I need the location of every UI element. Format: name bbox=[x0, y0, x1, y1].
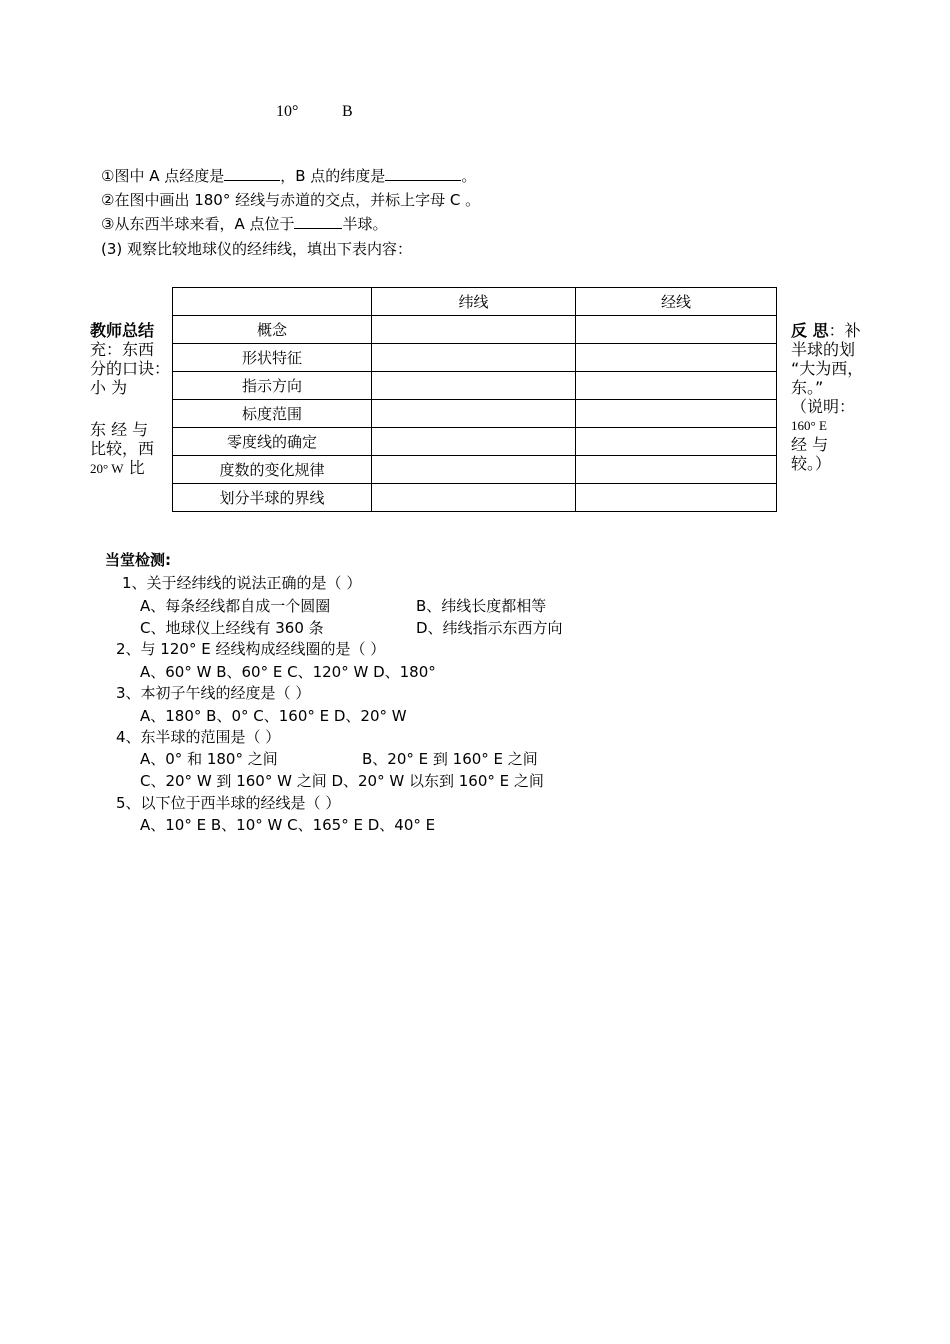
left-note-line-1: 教师总结 bbox=[90, 321, 155, 340]
table-cell[interactable] bbox=[576, 400, 777, 428]
right-note-line-5: （说明： bbox=[791, 397, 856, 416]
table-row-label: 零度线的确定 bbox=[173, 428, 372, 456]
top-degree-label: 10° bbox=[276, 103, 299, 120]
quiz-option-4b[interactable]: B、20° E 到 160° E 之间 bbox=[362, 750, 538, 768]
question-1-text-c: 。 bbox=[461, 167, 477, 185]
right-note-line-3: “大为西， bbox=[791, 359, 864, 378]
top-letter-label: B bbox=[342, 103, 353, 120]
quiz-question-4: 4、东半球的范围是（ ） bbox=[116, 728, 281, 746]
right-note-line-1b: ：补 bbox=[828, 321, 861, 340]
table-cell[interactable] bbox=[576, 484, 777, 512]
quiz-question-5: 5、以下位于西半球的经线是（ ） bbox=[116, 794, 341, 812]
table-cell[interactable] bbox=[372, 316, 576, 344]
table-row-label: 标度范围 bbox=[173, 400, 372, 428]
table-row bbox=[173, 372, 777, 400]
question-1-text-b: ，B 点的纬度是 bbox=[280, 167, 386, 185]
left-note-line-3: 分的口诀： bbox=[90, 359, 171, 378]
right-note-line-4: 东。” bbox=[791, 378, 824, 397]
quiz-option-1c[interactable]: C、地球仪上经线有 360 条 bbox=[140, 619, 324, 637]
question-1 bbox=[101, 165, 476, 186]
right-note-line-6: 160° E bbox=[791, 418, 827, 433]
left-note-line-4: 小 为 bbox=[90, 378, 128, 397]
quiz-option-1d[interactable]: D、纬线指示东西方向 bbox=[416, 619, 563, 637]
table-row-label: 度数的变化规律 bbox=[173, 456, 372, 484]
table-row bbox=[173, 400, 777, 428]
table-cell[interactable] bbox=[372, 484, 576, 512]
table-row bbox=[173, 316, 777, 344]
table-cell[interactable] bbox=[576, 372, 777, 400]
table-cell[interactable] bbox=[372, 400, 576, 428]
left-note-line-7a: 20° W bbox=[90, 461, 124, 476]
table-cell[interactable] bbox=[576, 316, 777, 344]
quiz-title: 当堂检测: bbox=[105, 551, 171, 569]
quiz-options-3[interactable]: A、180° B、0° C、160° E D、20° W bbox=[140, 707, 407, 725]
question-3-text-b: 半球。 bbox=[342, 215, 388, 233]
table-row bbox=[173, 344, 777, 372]
table-cell[interactable] bbox=[576, 456, 777, 484]
answer-blank-b-latitude[interactable] bbox=[385, 179, 461, 181]
table-row bbox=[173, 484, 777, 512]
table-row bbox=[173, 456, 777, 484]
left-note-line-5: 东 经 与 bbox=[90, 420, 149, 439]
table-row bbox=[173, 428, 777, 456]
quiz-option-1b[interactable]: B、纬线长度都相等 bbox=[416, 597, 547, 615]
quiz-options-5[interactable]: A、10° E B、10° W C、165° E D、40° E bbox=[140, 816, 436, 834]
question-table-intro: (3) 观察比较地球仪的经纬线，填出下表内容： bbox=[101, 240, 413, 258]
table-cell[interactable] bbox=[576, 428, 777, 456]
table-cell[interactable] bbox=[372, 344, 576, 372]
quiz-options-4cd[interactable]: C、20° W 到 160° W 之间 D、20° W 以东到 160° E 之间 bbox=[140, 772, 544, 790]
quiz-question-1: 1、关于经纬线的说法正确的是（ ） bbox=[122, 574, 362, 592]
comparison-table bbox=[172, 287, 777, 512]
left-note-line-6: 比较，西 bbox=[90, 439, 155, 458]
question-1-text-a: ①图中 A 点经度是 bbox=[101, 167, 225, 185]
left-note-line-7b: 比 bbox=[123, 458, 145, 477]
left-note bbox=[90, 321, 171, 478]
right-note-line-1a: 反 思 bbox=[791, 321, 829, 340]
table-row-label: 指示方向 bbox=[173, 372, 372, 400]
answer-blank-hemisphere[interactable] bbox=[294, 227, 342, 229]
right-note-line-2: 半球的划 bbox=[791, 340, 856, 359]
quiz-option-4a[interactable]: A、0° 和 180° 之间 bbox=[140, 750, 278, 768]
right-note bbox=[791, 321, 871, 473]
question-2: ②在图中画出 180° 经线与赤道的交点，并标上字母 C 。 bbox=[101, 191, 481, 209]
table-cell[interactable] bbox=[372, 456, 576, 484]
table-row-label: 形状特征 bbox=[173, 344, 372, 372]
answer-blank-a-longitude[interactable] bbox=[224, 179, 280, 181]
table-row-label: 概念 bbox=[173, 316, 372, 344]
question-3-text-a: ③从东西半球来看，A 点位于 bbox=[101, 215, 295, 233]
quiz-question-3: 3、本初子午线的经度是（ ） bbox=[116, 684, 311, 702]
table-header-longitude: 经线 bbox=[576, 288, 777, 316]
question-3 bbox=[101, 213, 388, 234]
right-note-line-7: 经 与 bbox=[791, 435, 829, 454]
quiz-options-2[interactable]: A、60° W B、60° E C、120° W D、180° bbox=[140, 663, 436, 681]
left-note-line-2: 充：东西 bbox=[90, 340, 155, 359]
right-note-line-8: 较。） bbox=[791, 454, 832, 473]
table-header-empty bbox=[173, 288, 372, 316]
table-cell[interactable] bbox=[372, 428, 576, 456]
quiz-question-2: 2、与 120° E 经线构成经线圈的是（ ） bbox=[116, 640, 386, 658]
table-header-latitude: 纬线 bbox=[372, 288, 576, 316]
table-header-row bbox=[173, 288, 777, 316]
table-row-label: 划分半球的界线 bbox=[173, 484, 372, 512]
table-cell[interactable] bbox=[576, 344, 777, 372]
quiz-option-1a[interactable]: A、每条经线都自成一个圆圈 bbox=[140, 597, 331, 615]
table-cell[interactable] bbox=[372, 372, 576, 400]
